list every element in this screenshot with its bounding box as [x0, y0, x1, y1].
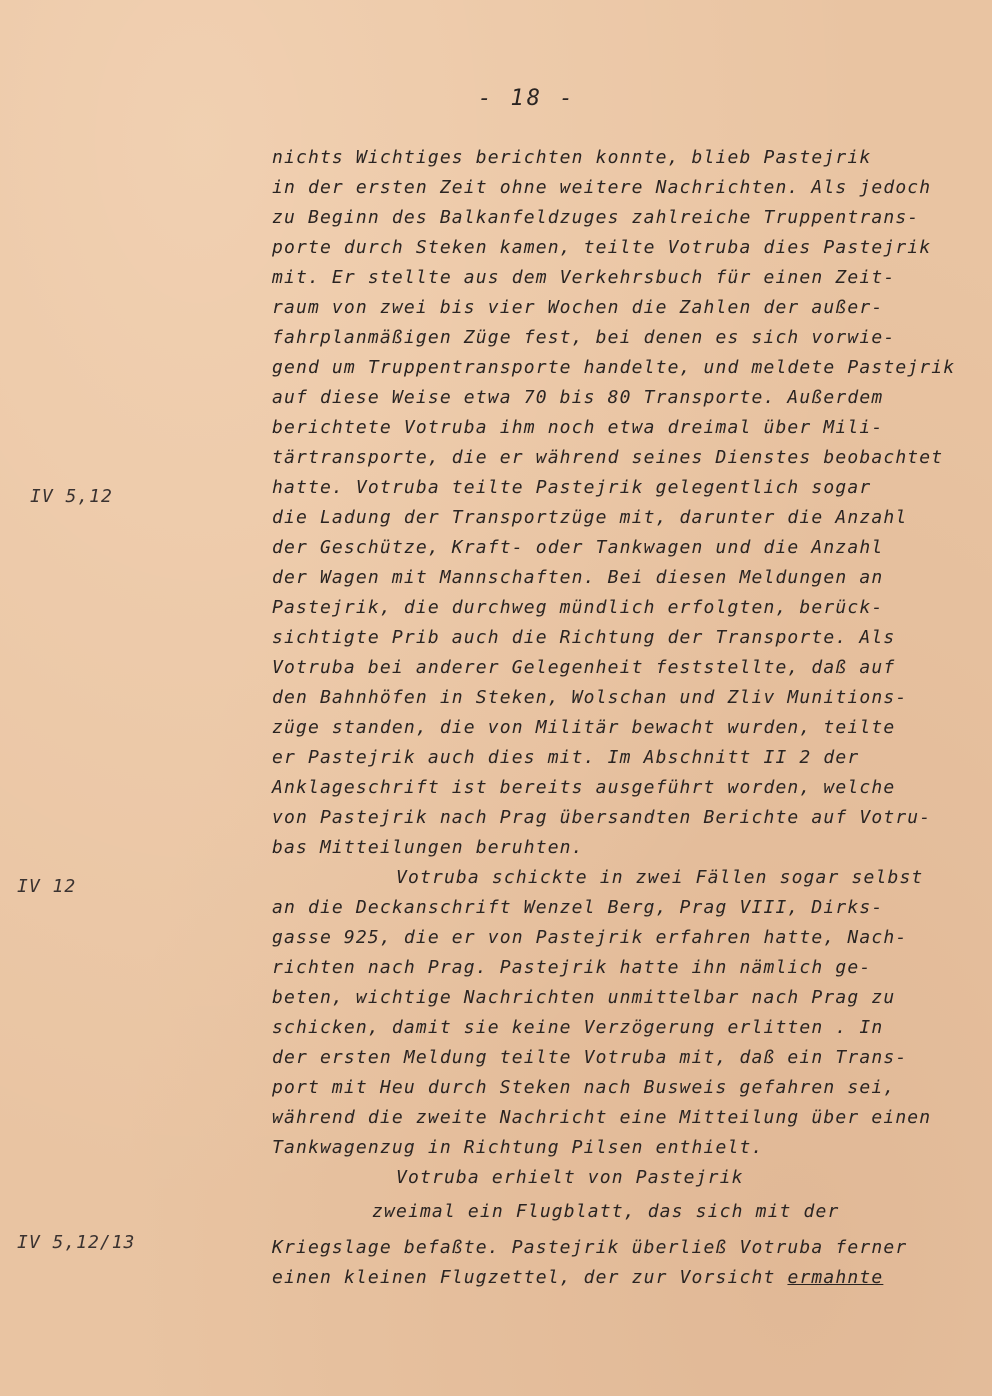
text-line: gasse 925, die er von Pastejrik erfahren hatte, Nach- [272, 927, 908, 948]
margin-note: IV 5,12/13 [17, 1232, 136, 1253]
text-line: Anklageschrift ist bereits ausgeführt worden, welche [272, 777, 896, 798]
text-line: züge standen, die von Militär bewacht wurden, teilte [272, 717, 896, 738]
text-line: raum von zwei bis vier Wochen die Zahlen der außer- [272, 297, 884, 318]
text-line: auf diese Weise etwa 70 bis 80 Transporte. Außerdem [272, 387, 884, 408]
text-line [272, 1266, 883, 1290]
text-line: zweimal ein Flugblatt, das sich mit der [372, 1201, 840, 1222]
text-line: sichtigte Prib auch die Richtung der Transporte. Als [272, 627, 896, 648]
text-line: Votruba schickte in zwei Fällen sogar selbst [396, 867, 924, 888]
text-line: Tankwagenzug in Richtung Pilsen enthielt. [272, 1137, 764, 1158]
text-line: der Geschütze, Kraft- oder Tankwagen und die Anzahl [272, 537, 884, 558]
text-line: nichts Wichtiges berichten konnte, blieb Pastejrik [272, 147, 872, 168]
text-line: mit. Er stellte aus dem Verkehrsbuch für einen Zeit- [272, 267, 896, 288]
text-line: Votruba erhielt von Pastejrik [396, 1167, 744, 1188]
text-line: gend um Truppentransporte handelte, und meldete Pastejrik [272, 357, 956, 378]
text-line: berichtete Votruba ihm noch etwa dreimal über Mili- [272, 417, 884, 438]
text-line: von Pastejrik nach Prag übersandten Berichte auf Votru- [272, 807, 932, 828]
text-line: porte durch Steken kamen, teilte Votruba dies Pastejrik [272, 237, 932, 258]
text-line: der ersten Meldung teilte Votruba mit, daß ein Trans- [272, 1047, 908, 1068]
text-line: schicken, damit sie keine Verzögerung erlitten . In [272, 1017, 884, 1038]
text-line: er Pastejrik auch dies mit. Im Abschnitt II 2 der [272, 747, 860, 768]
margin-note: IV 5,12 [30, 486, 113, 507]
text-line: beten, wichtige Nachrichten unmittelbar nach Prag zu [272, 987, 896, 1008]
text-line: Kriegslage befaßte. Pastejrik überließ Votruba ferner [272, 1237, 908, 1258]
text-line: bas Mitteilungen beruhten. [272, 837, 584, 858]
text-line: zu Beginn des Balkanfeldzuges zahlreiche Truppentrans- [272, 207, 920, 228]
margin-note: IV 12 [17, 876, 77, 897]
text-line: hatte. Votruba teilte Pastejrik gelegentlich sogar [272, 477, 872, 498]
text-line: die Ladung der Transportzüge mit, darunter die Anzahl [272, 507, 908, 528]
text-line: während die zweite Nachricht eine Mitteilung über einen [272, 1107, 932, 1128]
text-line: tärtransporte, die er während seines Dienstes beobachtet [272, 447, 944, 468]
text-line: Votruba bei anderer Gelegenheit feststellte, daß auf [272, 657, 896, 678]
text-line: richten nach Prag. Pastejrik hatte ihn nämlich ge- [272, 957, 872, 978]
text-line: den Bahnhöfen in Steken, Wolschan und Zliv Munitions- [272, 687, 908, 708]
underlined-word: ermahnte [787, 1267, 884, 1288]
text-line: an die Deckanschrift Wenzel Berg, Prag VIII, Dirks- [272, 897, 884, 918]
text-line: der Wagen mit Mannschaften. Bei diesen Meldungen an [272, 567, 884, 588]
text-line: fahrplanmäßigen Züge fest, bei denen es sich vorwie- [272, 327, 896, 348]
text-line: in der ersten Zeit ohne weitere Nachrichten. Als jedoch [272, 177, 932, 198]
text-line-start: einen kleinen Flugzettel, der zur Vorsicht [272, 1267, 776, 1288]
page-number: - 18 - [478, 86, 576, 111]
text-line: Pastejrik, die durchweg mündlich erfolgten, berück- [272, 597, 884, 618]
text-line: port mit Heu durch Steken nach Busweis gefahren sei, [272, 1077, 896, 1098]
